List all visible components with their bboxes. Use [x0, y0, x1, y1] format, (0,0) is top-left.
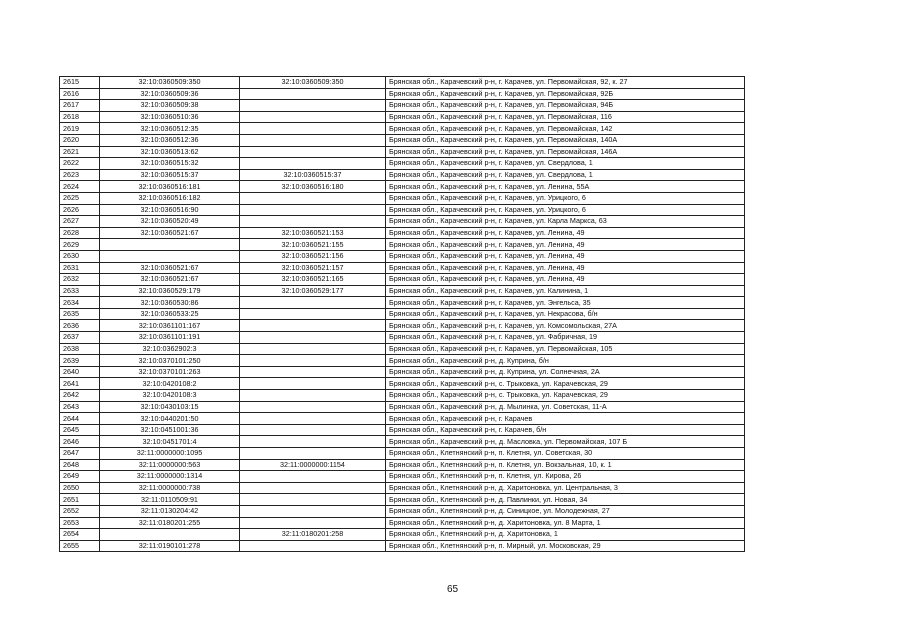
- row-number-cell: 2646: [60, 436, 100, 448]
- table-row: [60, 158, 745, 170]
- cadastral-number-cell: 32:10:0360516:182: [100, 192, 240, 204]
- cadastral-number-cell: 32:10:0360509:38: [100, 100, 240, 112]
- address-cell: Брянская обл., Карачевский р-н, г. Карачев, ул. Комсомольская, 27А: [386, 320, 745, 332]
- table-row: [60, 204, 745, 216]
- row-number-cell: 2629: [60, 239, 100, 251]
- table-row: [60, 169, 745, 181]
- address-cell: Брянская обл., Карачевский р-н, г. Карачев, ул. Карла Маркса, 63: [386, 216, 745, 228]
- cadastral-number-cell: 32:10:0360509:36: [100, 88, 240, 100]
- table-row: [60, 285, 745, 297]
- address-cell: Брянская обл., Карачевский р-н, г. Карачев, ул. Энгельса, 35: [386, 297, 745, 309]
- row-number-cell: 2654: [60, 529, 100, 541]
- related-cadastral-number-cell: 32:10:0360521:153: [240, 227, 386, 239]
- row-number-cell: 2628: [60, 227, 100, 239]
- cadastral-number-cell: 32:10:0360515:32: [100, 158, 240, 170]
- table-row: [60, 424, 745, 436]
- row-number-cell: 2655: [60, 540, 100, 552]
- row-number-cell: 2644: [60, 413, 100, 425]
- related-cadastral-number-cell: [240, 494, 386, 506]
- address-cell: Брянская обл., Клетнянский р-н, п. Клетня, ул. Советская, 30: [386, 448, 745, 460]
- cadastral-number-cell: 32:10:0360521:67: [100, 274, 240, 286]
- cadastral-number-cell: 32:10:0361101:191: [100, 332, 240, 344]
- related-cadastral-number-cell: 32:10:0360509:350: [240, 77, 386, 89]
- address-cell: Брянская обл., Клетнянский р-н, п. Клетня, ул. Кирова, 26: [386, 471, 745, 483]
- address-cell: Брянская обл., Карачевский р-н, г. Карачев, ул. Первомайская, 92Б: [386, 88, 745, 100]
- cadastral-number-cell: 32:11:0000000:738: [100, 482, 240, 494]
- table-row: [60, 181, 745, 193]
- table-row: [60, 297, 745, 309]
- row-number-cell: 2623: [60, 169, 100, 181]
- address-cell: Брянская обл., Клетнянский р-н, п. Клетня, ул. Вокзальная, 10, к. 1: [386, 459, 745, 471]
- row-number-cell: 2617: [60, 100, 100, 112]
- related-cadastral-number-cell: [240, 436, 386, 448]
- cadastral-number-cell: [100, 250, 240, 262]
- cadastral-number-cell: 32:10:0370101:250: [100, 355, 240, 367]
- related-cadastral-number-cell: 32:10:0360521:156: [240, 250, 386, 262]
- table-row: [60, 529, 745, 541]
- table-row: [60, 250, 745, 262]
- address-cell: Брянская обл., Карачевский р-н, г. Карачев, ул. Фабричная, 19: [386, 332, 745, 344]
- row-number-cell: 2630: [60, 250, 100, 262]
- table-row: [60, 274, 745, 286]
- table-row: [60, 227, 745, 239]
- row-number-cell: 2633: [60, 285, 100, 297]
- related-cadastral-number-cell: 32:10:0360516:180: [240, 181, 386, 193]
- table-row: [60, 308, 745, 320]
- related-cadastral-number-cell: [240, 413, 386, 425]
- table-row: [60, 540, 745, 552]
- row-number-cell: 2652: [60, 505, 100, 517]
- table-row: [60, 77, 745, 89]
- table-row: [60, 436, 745, 448]
- row-number-cell: 2626: [60, 204, 100, 216]
- address-cell: Брянская обл., Клетнянский р-н, д. Павлинки, ул. Новая, 34: [386, 494, 745, 506]
- cadastral-number-cell: 32:10:0420108:3: [100, 390, 240, 402]
- cadastral-number-cell: 32:10:0451001:36: [100, 424, 240, 436]
- row-number-cell: 2625: [60, 192, 100, 204]
- registry-table: [59, 76, 745, 552]
- related-cadastral-number-cell: [240, 505, 386, 517]
- cadastral-number-cell: 32:10:0360512:35: [100, 123, 240, 135]
- related-cadastral-number-cell: [240, 111, 386, 123]
- row-number-cell: 2619: [60, 123, 100, 135]
- related-cadastral-number-cell: 32:10:0360521:165: [240, 274, 386, 286]
- page-number: 65: [446, 584, 459, 595]
- row-number-cell: 2642: [60, 390, 100, 402]
- row-number-cell: 2636: [60, 320, 100, 332]
- table-row: [60, 192, 745, 204]
- row-number-cell: 2643: [60, 401, 100, 413]
- cadastral-number-cell: 32:11:0130204:42: [100, 505, 240, 517]
- address-cell: Брянская обл., Карачевский р-н, г. Карачев, ул. Первомайская, 116: [386, 111, 745, 123]
- related-cadastral-number-cell: [240, 424, 386, 436]
- cadastral-number-cell: [100, 239, 240, 251]
- address-cell: Брянская обл., Клетнянский р-н, д. Харитоновка, 1: [386, 529, 745, 541]
- related-cadastral-number-cell: [240, 123, 386, 135]
- address-cell: Брянская обл., Карачевский р-н, г. Карачев, ул. Первомайская, 142: [386, 123, 745, 135]
- address-cell: Брянская обл., Карачевский р-н, г. Карачев, ул. Ленина, 55А: [386, 181, 745, 193]
- address-cell: Брянская обл., Карачевский р-н, г. Карачев, ул. Ленина, 49: [386, 262, 745, 274]
- table-row: [60, 459, 745, 471]
- address-cell: Брянская обл., Карачевский р-н, д. Масловка, ул. Первомайская, 107 Б: [386, 436, 745, 448]
- table-row: [60, 239, 745, 251]
- related-cadastral-number-cell: [240, 332, 386, 344]
- cadastral-number-cell: 32:10:0430103:15: [100, 401, 240, 413]
- cadastral-number-cell: 32:10:0360515:37: [100, 169, 240, 181]
- row-number-cell: 2641: [60, 378, 100, 390]
- address-cell: Брянская обл., Клетнянский р-н, д. Синицкое, ул. Молодежная, 27: [386, 505, 745, 517]
- related-cadastral-number-cell: [240, 320, 386, 332]
- cadastral-number-cell: 32:10:0360529:179: [100, 285, 240, 297]
- row-number-cell: 2624: [60, 181, 100, 193]
- address-cell: Брянская обл., Карачевский р-н, г. Карачев, ул. Первомайская, 92, к. 27: [386, 77, 745, 89]
- table-row: [60, 262, 745, 274]
- related-cadastral-number-cell: [240, 343, 386, 355]
- cadastral-number-cell: 32:10:0360520:49: [100, 216, 240, 228]
- related-cadastral-number-cell: [240, 355, 386, 367]
- cadastral-number-cell: 32:10:0361101:167: [100, 320, 240, 332]
- table-row: [60, 355, 745, 367]
- related-cadastral-number-cell: 32:10:0360515:37: [240, 169, 386, 181]
- cadastral-number-cell: 32:11:0190101:278: [100, 540, 240, 552]
- table-row: [60, 332, 745, 344]
- address-cell: Брянская обл., Карачевский р-н, г. Карачев, ул. Ленина, 49: [386, 227, 745, 239]
- cadastral-number-cell: 32:10:0360530:86: [100, 297, 240, 309]
- related-cadastral-number-cell: [240, 158, 386, 170]
- address-cell: Брянская обл., Карачевский р-н, г. Карачев, ул. Калинина, 1: [386, 285, 745, 297]
- related-cadastral-number-cell: [240, 471, 386, 483]
- address-cell: Брянская обл., Карачевский р-н, г. Карачев, ул. Ленина, 49: [386, 250, 745, 262]
- cadastral-number-cell: 32:10:0360521:67: [100, 262, 240, 274]
- related-cadastral-number-cell: 32:10:0360521:157: [240, 262, 386, 274]
- cadastral-number-cell: 32:11:0000000:1314: [100, 471, 240, 483]
- cadastral-number-cell: 32:10:0360521:67: [100, 227, 240, 239]
- related-cadastral-number-cell: 32:11:0000000:1154: [240, 459, 386, 471]
- row-number-cell: 2645: [60, 424, 100, 436]
- related-cadastral-number-cell: [240, 366, 386, 378]
- address-cell: Брянская обл., Карачевский р-н, г. Карачев, ул. Первомайская, 140А: [386, 134, 745, 146]
- cadastral-number-cell: 32:10:0420108:2: [100, 378, 240, 390]
- address-cell: Брянская обл., Карачевский р-н, с. Трыковка, ул. Карачевская, 29: [386, 378, 745, 390]
- related-cadastral-number-cell: [240, 448, 386, 460]
- related-cadastral-number-cell: 32:10:0360521:155: [240, 239, 386, 251]
- related-cadastral-number-cell: [240, 297, 386, 309]
- related-cadastral-number-cell: [240, 216, 386, 228]
- row-number-cell: 2620: [60, 134, 100, 146]
- row-number-cell: 2634: [60, 297, 100, 309]
- table-row: [60, 88, 745, 100]
- table-row: [60, 216, 745, 228]
- row-number-cell: 2637: [60, 332, 100, 344]
- table-row: [60, 390, 745, 402]
- cadastral-number-cell: 32:10:0370101:263: [100, 366, 240, 378]
- table-row: [60, 123, 745, 135]
- address-cell: Брянская обл., Карачевский р-н, г. Карачев, ул. Ленина, 49: [386, 274, 745, 286]
- table-row: [60, 111, 745, 123]
- row-number-cell: 2615: [60, 77, 100, 89]
- related-cadastral-number-cell: [240, 88, 386, 100]
- related-cadastral-number-cell: [240, 390, 386, 402]
- address-cell: Брянская обл., Карачевский р-н, д. Куприна, ул. Солнечная, 2А: [386, 366, 745, 378]
- row-number-cell: 2647: [60, 448, 100, 460]
- related-cadastral-number-cell: [240, 401, 386, 413]
- row-number-cell: 2638: [60, 343, 100, 355]
- address-cell: Брянская обл., Карачевский р-н, г. Карачев, ул. Некрасова, б/н: [386, 308, 745, 320]
- cadastral-number-cell: 32:10:0360533:25: [100, 308, 240, 320]
- registry-table-body: [60, 77, 745, 552]
- address-cell: Брянская обл., Клетнянский р-н, п. Мирный, ул. Московская, 29: [386, 540, 745, 552]
- cadastral-number-cell: 32:11:0180201:255: [100, 517, 240, 529]
- row-number-cell: 2635: [60, 308, 100, 320]
- related-cadastral-number-cell: 32:10:0360529:177: [240, 285, 386, 297]
- table-row: [60, 448, 745, 460]
- row-number-cell: 2632: [60, 274, 100, 286]
- address-cell: Брянская обл., Клетнянский р-н, д. Харитоновка, ул. Центральная, 3: [386, 482, 745, 494]
- row-number-cell: 2627: [60, 216, 100, 228]
- row-number-cell: 2639: [60, 355, 100, 367]
- row-number-cell: 2616: [60, 88, 100, 100]
- row-number-cell: 2648: [60, 459, 100, 471]
- row-number-cell: 2621: [60, 146, 100, 158]
- address-cell: Брянская обл., Карачевский р-н, г. Карачев, ул. Ленина, 49: [386, 239, 745, 251]
- cadastral-number-cell: 32:10:0360510:36: [100, 111, 240, 123]
- table-row: [60, 413, 745, 425]
- table-row: [60, 378, 745, 390]
- related-cadastral-number-cell: [240, 308, 386, 320]
- cadastral-number-cell: 32:10:0360512:36: [100, 134, 240, 146]
- address-cell: Брянская обл., Карачевский р-н, г. Карачев, ул. Урицкого, 6: [386, 204, 745, 216]
- address-cell: Брянская обл., Карачевский р-н, г. Карачев, б/н: [386, 424, 745, 436]
- cadastral-number-cell: 32:11:0110509:91: [100, 494, 240, 506]
- related-cadastral-number-cell: [240, 540, 386, 552]
- address-cell: Брянская обл., Карачевский р-н, г. Карачев, ул. Первомайская, 94Б: [386, 100, 745, 112]
- address-cell: Брянская обл., Карачевский р-н, г. Карачев, ул. Первомайская, 146А: [386, 146, 745, 158]
- related-cadastral-number-cell: 32:11:0180201:258: [240, 529, 386, 541]
- row-number-cell: 2650: [60, 482, 100, 494]
- table-row: [60, 471, 745, 483]
- cadastral-number-cell: 32:10:0360516:181: [100, 181, 240, 193]
- table-row: [60, 320, 745, 332]
- cadastral-number-cell: 32:10:0360513:62: [100, 146, 240, 158]
- table-row: [60, 494, 745, 506]
- table-row: [60, 517, 745, 529]
- cadastral-number-cell: 32:10:0451701:4: [100, 436, 240, 448]
- cadastral-number-cell: 32:10:0360509:350: [100, 77, 240, 89]
- address-cell: Брянская обл., Карачевский р-н, г. Карачев, ул. Свердлова, 1: [386, 169, 745, 181]
- address-cell: Брянская обл., Карачевский р-н, с. Трыковка, ул. Карачевская, 29: [386, 390, 745, 402]
- cadastral-number-cell: 32:10:0360516:90: [100, 204, 240, 216]
- related-cadastral-number-cell: [240, 482, 386, 494]
- address-cell: Брянская обл., Карачевский р-н, г. Карачев, ул. Урицкого, 6: [386, 192, 745, 204]
- row-number-cell: 2631: [60, 262, 100, 274]
- address-cell: Брянская обл., Карачевский р-н, д. Куприна, б/н: [386, 355, 745, 367]
- cadastral-number-cell: 32:10:0440201:50: [100, 413, 240, 425]
- cadastral-number-cell: 32:11:0000000:563: [100, 459, 240, 471]
- related-cadastral-number-cell: [240, 517, 386, 529]
- related-cadastral-number-cell: [240, 134, 386, 146]
- cadastral-number-cell: 32:10:0362902:3: [100, 343, 240, 355]
- table-row: [60, 482, 745, 494]
- related-cadastral-number-cell: [240, 192, 386, 204]
- address-cell: Брянская обл., Клетнянский р-н, д. Харитоновка, ул. 8 Марта, 1: [386, 517, 745, 529]
- row-number-cell: 2653: [60, 517, 100, 529]
- table-row: [60, 343, 745, 355]
- row-number-cell: 2622: [60, 158, 100, 170]
- table-row: [60, 366, 745, 378]
- table-row: [60, 146, 745, 158]
- related-cadastral-number-cell: [240, 204, 386, 216]
- table-row: [60, 134, 745, 146]
- address-cell: Брянская обл., Карачевский р-н, г. Карачев: [386, 413, 745, 425]
- table-row: [60, 505, 745, 517]
- related-cadastral-number-cell: [240, 146, 386, 158]
- cadastral-number-cell: 32:11:0000000:1095: [100, 448, 240, 460]
- row-number-cell: 2640: [60, 366, 100, 378]
- address-cell: Брянская обл., Карачевский р-н, г. Карачев, ул. Первомайская, 105: [386, 343, 745, 355]
- address-cell: Брянская обл., Карачевский р-н, д. Мылинка, ул. Советская, 11-А: [386, 401, 745, 413]
- cadastral-number-cell: [100, 529, 240, 541]
- table-row: [60, 401, 745, 413]
- address-cell: Брянская обл., Карачевский р-н, г. Карачев, ул. Свердлова, 1: [386, 158, 745, 170]
- table-row: [60, 100, 745, 112]
- related-cadastral-number-cell: [240, 100, 386, 112]
- row-number-cell: 2618: [60, 111, 100, 123]
- row-number-cell: 2649: [60, 471, 100, 483]
- related-cadastral-number-cell: [240, 378, 386, 390]
- row-number-cell: 2651: [60, 494, 100, 506]
